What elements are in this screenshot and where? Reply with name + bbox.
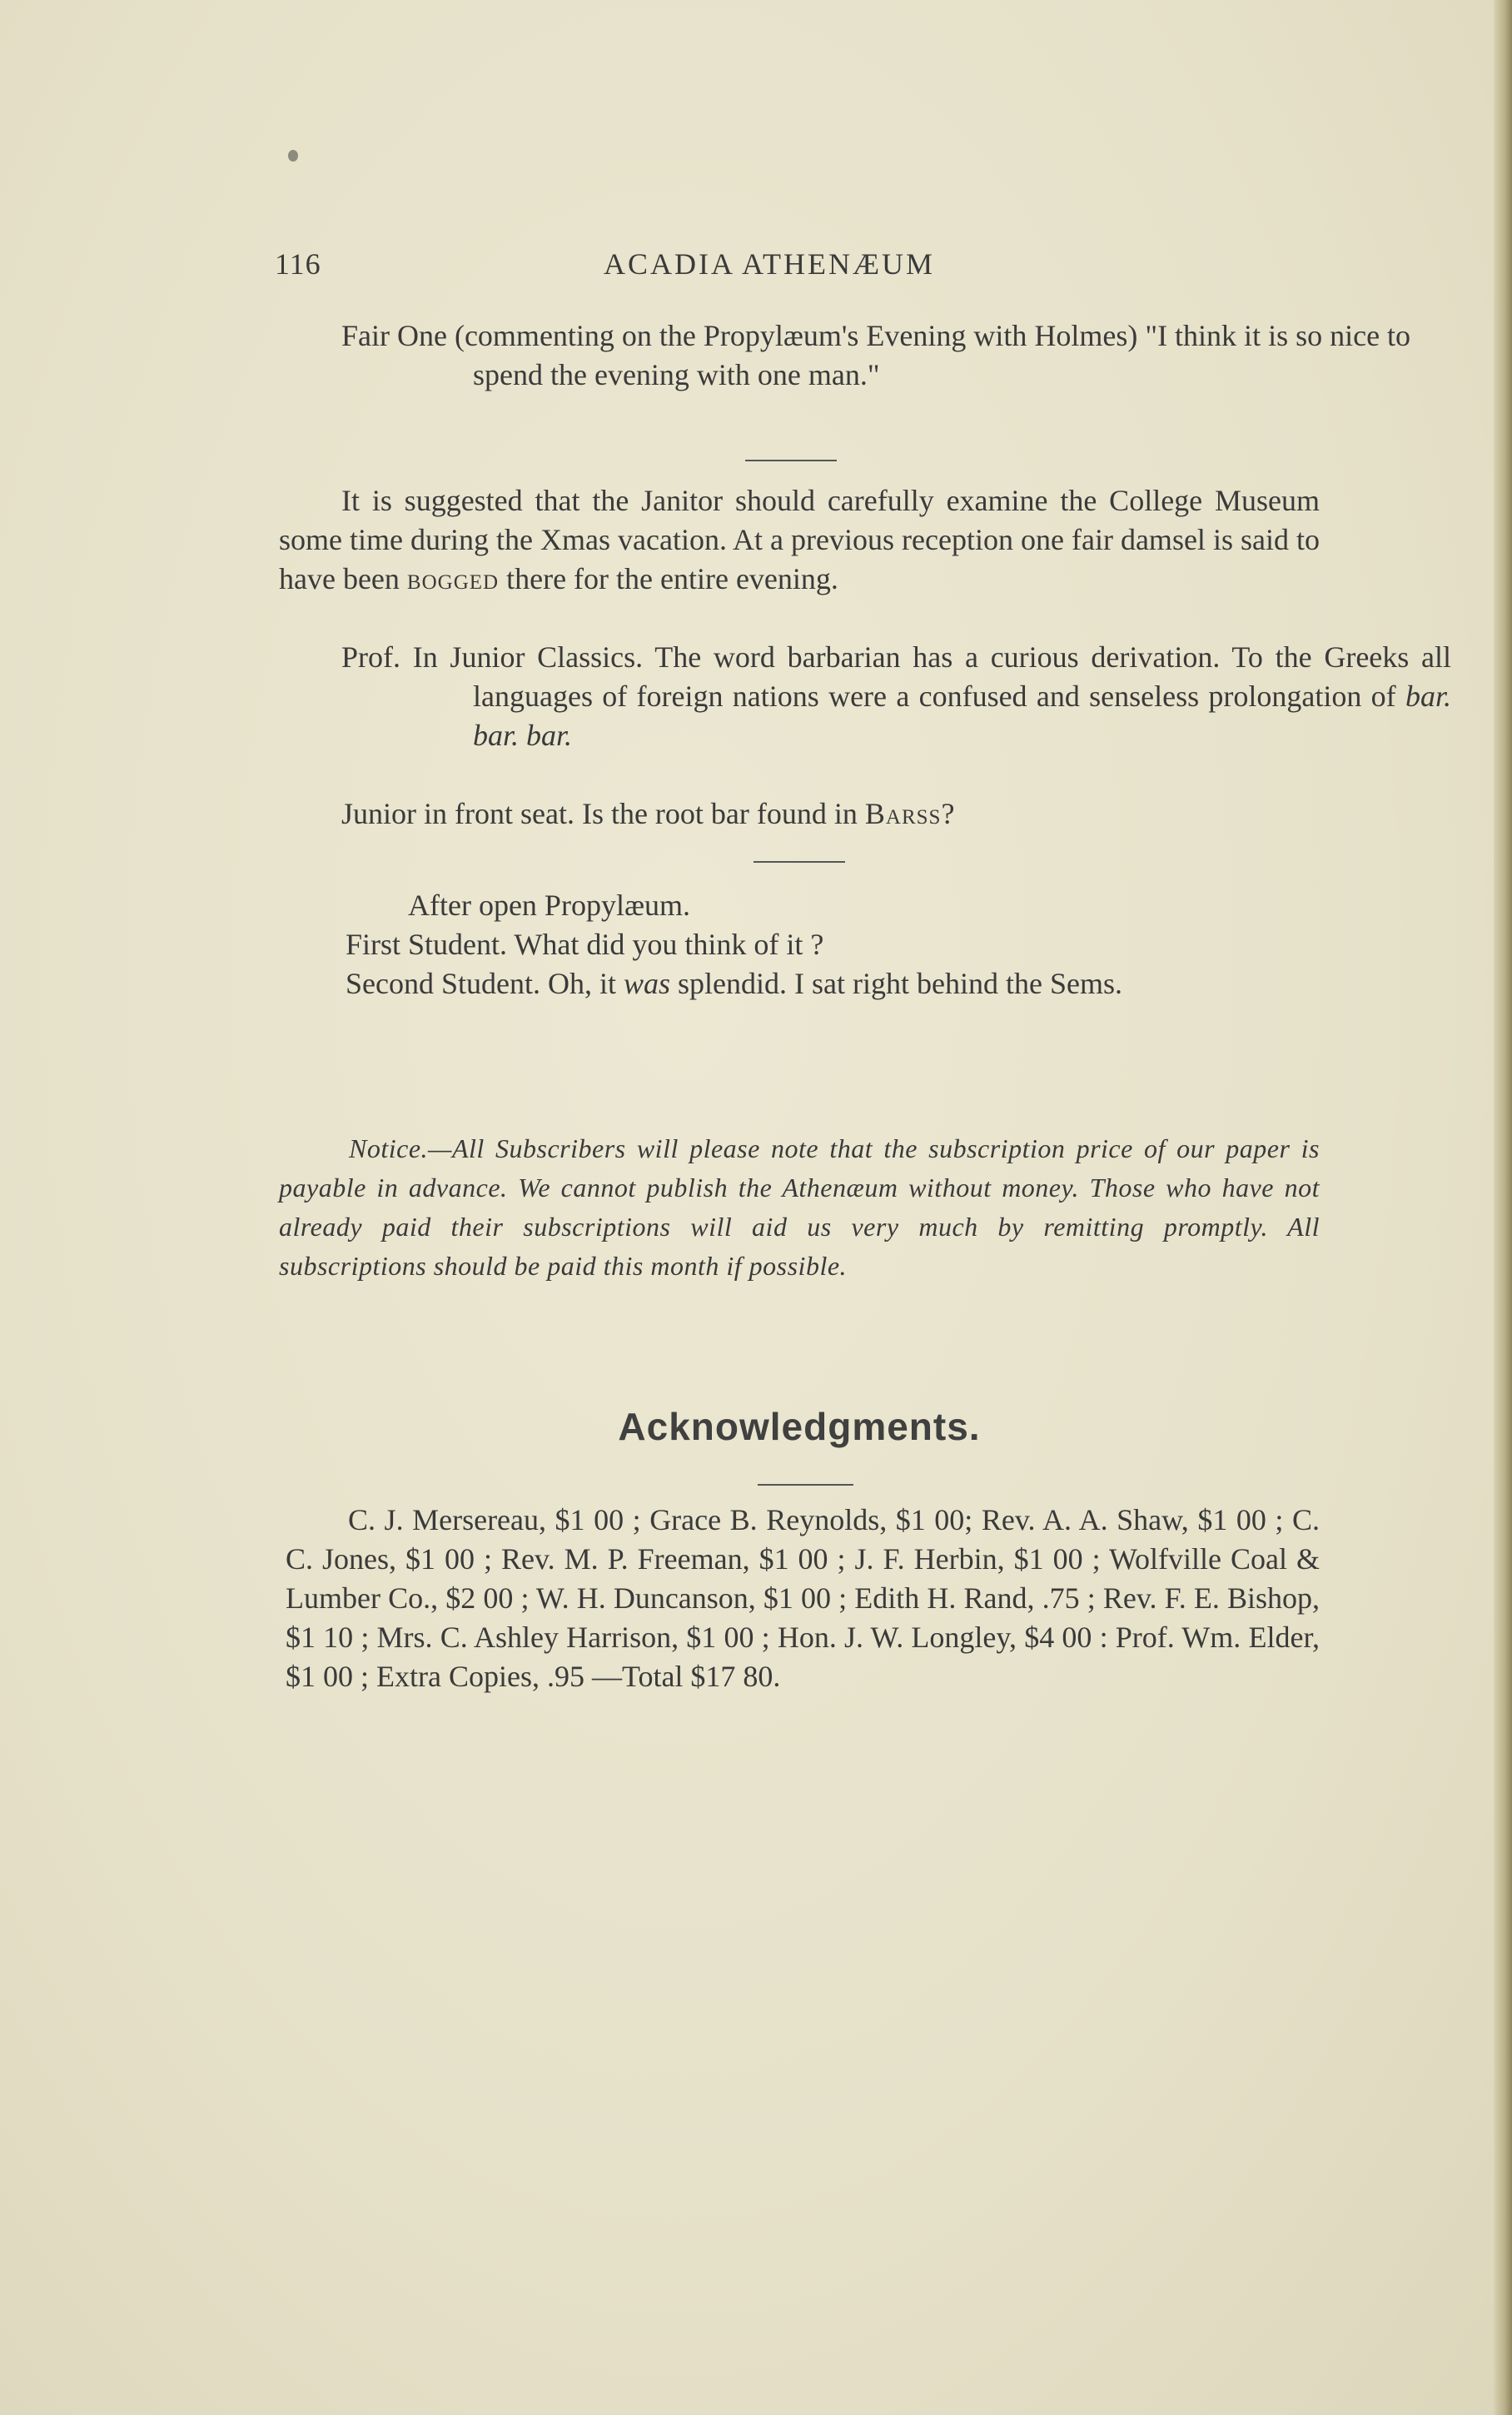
joke-prof-italic: bar. bar. bar. xyxy=(473,680,1451,752)
joke-prof-text: Prof. In Junior Classics. The word barbarian has a curious derivation. To the Greeks all languages of foreign nations were a confused and senseless prolongation of xyxy=(341,640,1451,713)
joke-after: After open Propylæum. xyxy=(408,889,690,922)
page-number: 116 xyxy=(275,247,321,281)
acknowledgments-title: Acknowledgments. xyxy=(618,1405,981,1448)
joke-first-student: First Student. What did you think of it ? xyxy=(346,928,824,961)
running-title: ACADIA ATHENÆUM xyxy=(604,247,936,281)
joke-janitor xyxy=(279,481,1320,599)
joke-janitor-text-end: there for the entire evening. xyxy=(499,562,838,595)
running-header xyxy=(275,246,1320,288)
page-edge xyxy=(1494,0,1512,2415)
joke-prof xyxy=(341,638,1451,755)
joke-junior-text-end: ? xyxy=(941,797,955,830)
joke-janitor-text: It is suggested that the Janitor should carefully examine the College Museum some time during the Xmas vacation. At a previous reception one fair damsel is said to have been xyxy=(279,484,1320,595)
joke-fair-one-text: Fair One (commenting on the Propylæum's Evening with Holmes) "I think it is so nice to spend the evening with one man." xyxy=(341,319,1411,391)
joke-janitor-caps: bogged xyxy=(406,562,500,595)
joke-junior-text: Junior in front seat. Is the root bar found in xyxy=(341,797,865,830)
joke-junior xyxy=(341,794,1320,834)
joke-fair-one xyxy=(341,316,1451,395)
joke-second-text: Second Student. Oh, it xyxy=(346,967,624,1000)
joke-second-student xyxy=(346,964,1451,1003)
title-underline xyxy=(758,1484,853,1486)
separator-rule-2 xyxy=(754,861,845,863)
joke-second-text-end: splendid. I sat right behind the Sems. xyxy=(670,967,1122,1000)
ink-spot xyxy=(288,150,298,162)
subscription-notice: Notice.—All Subscribers will please note that the subscription price of our paper is payable in advance. We cannot publish the Athenæum without money. Those who have not already paid their subscriptions will aid us very much by remitting promptly. All subscriptions should be paid this month if possible. xyxy=(279,1133,1320,1281)
joke-second-italic: was xyxy=(623,967,671,1000)
joke-junior-caps: Barss xyxy=(864,797,942,830)
separator-rule xyxy=(745,460,837,461)
acknowledgments-list: C. J. Mersereau, $1 00 ; Grace B. Reynolds, $1 00; Rev. A. A. Shaw, $1 00 ; C. C. Jones, $1 00 ; Rev. M. P. Freeman, $1 00 ; J. F. Herbin, $1 00 ; Wolfville Coal & Lumber Co., $2 00 ; W. H. Duncanson, $1 00 ; Edith H. Rand, .75 ; Rev. F. E. Bishop, $1 10 ; Mrs. C. Ashley Harrison, $1 00 ; Hon. J. W. Longley, $4 00 : Prof. Wm. Elder, $1 00 ; Extra Copies, .95 —Total $17 80. xyxy=(286,1503,1320,1693)
